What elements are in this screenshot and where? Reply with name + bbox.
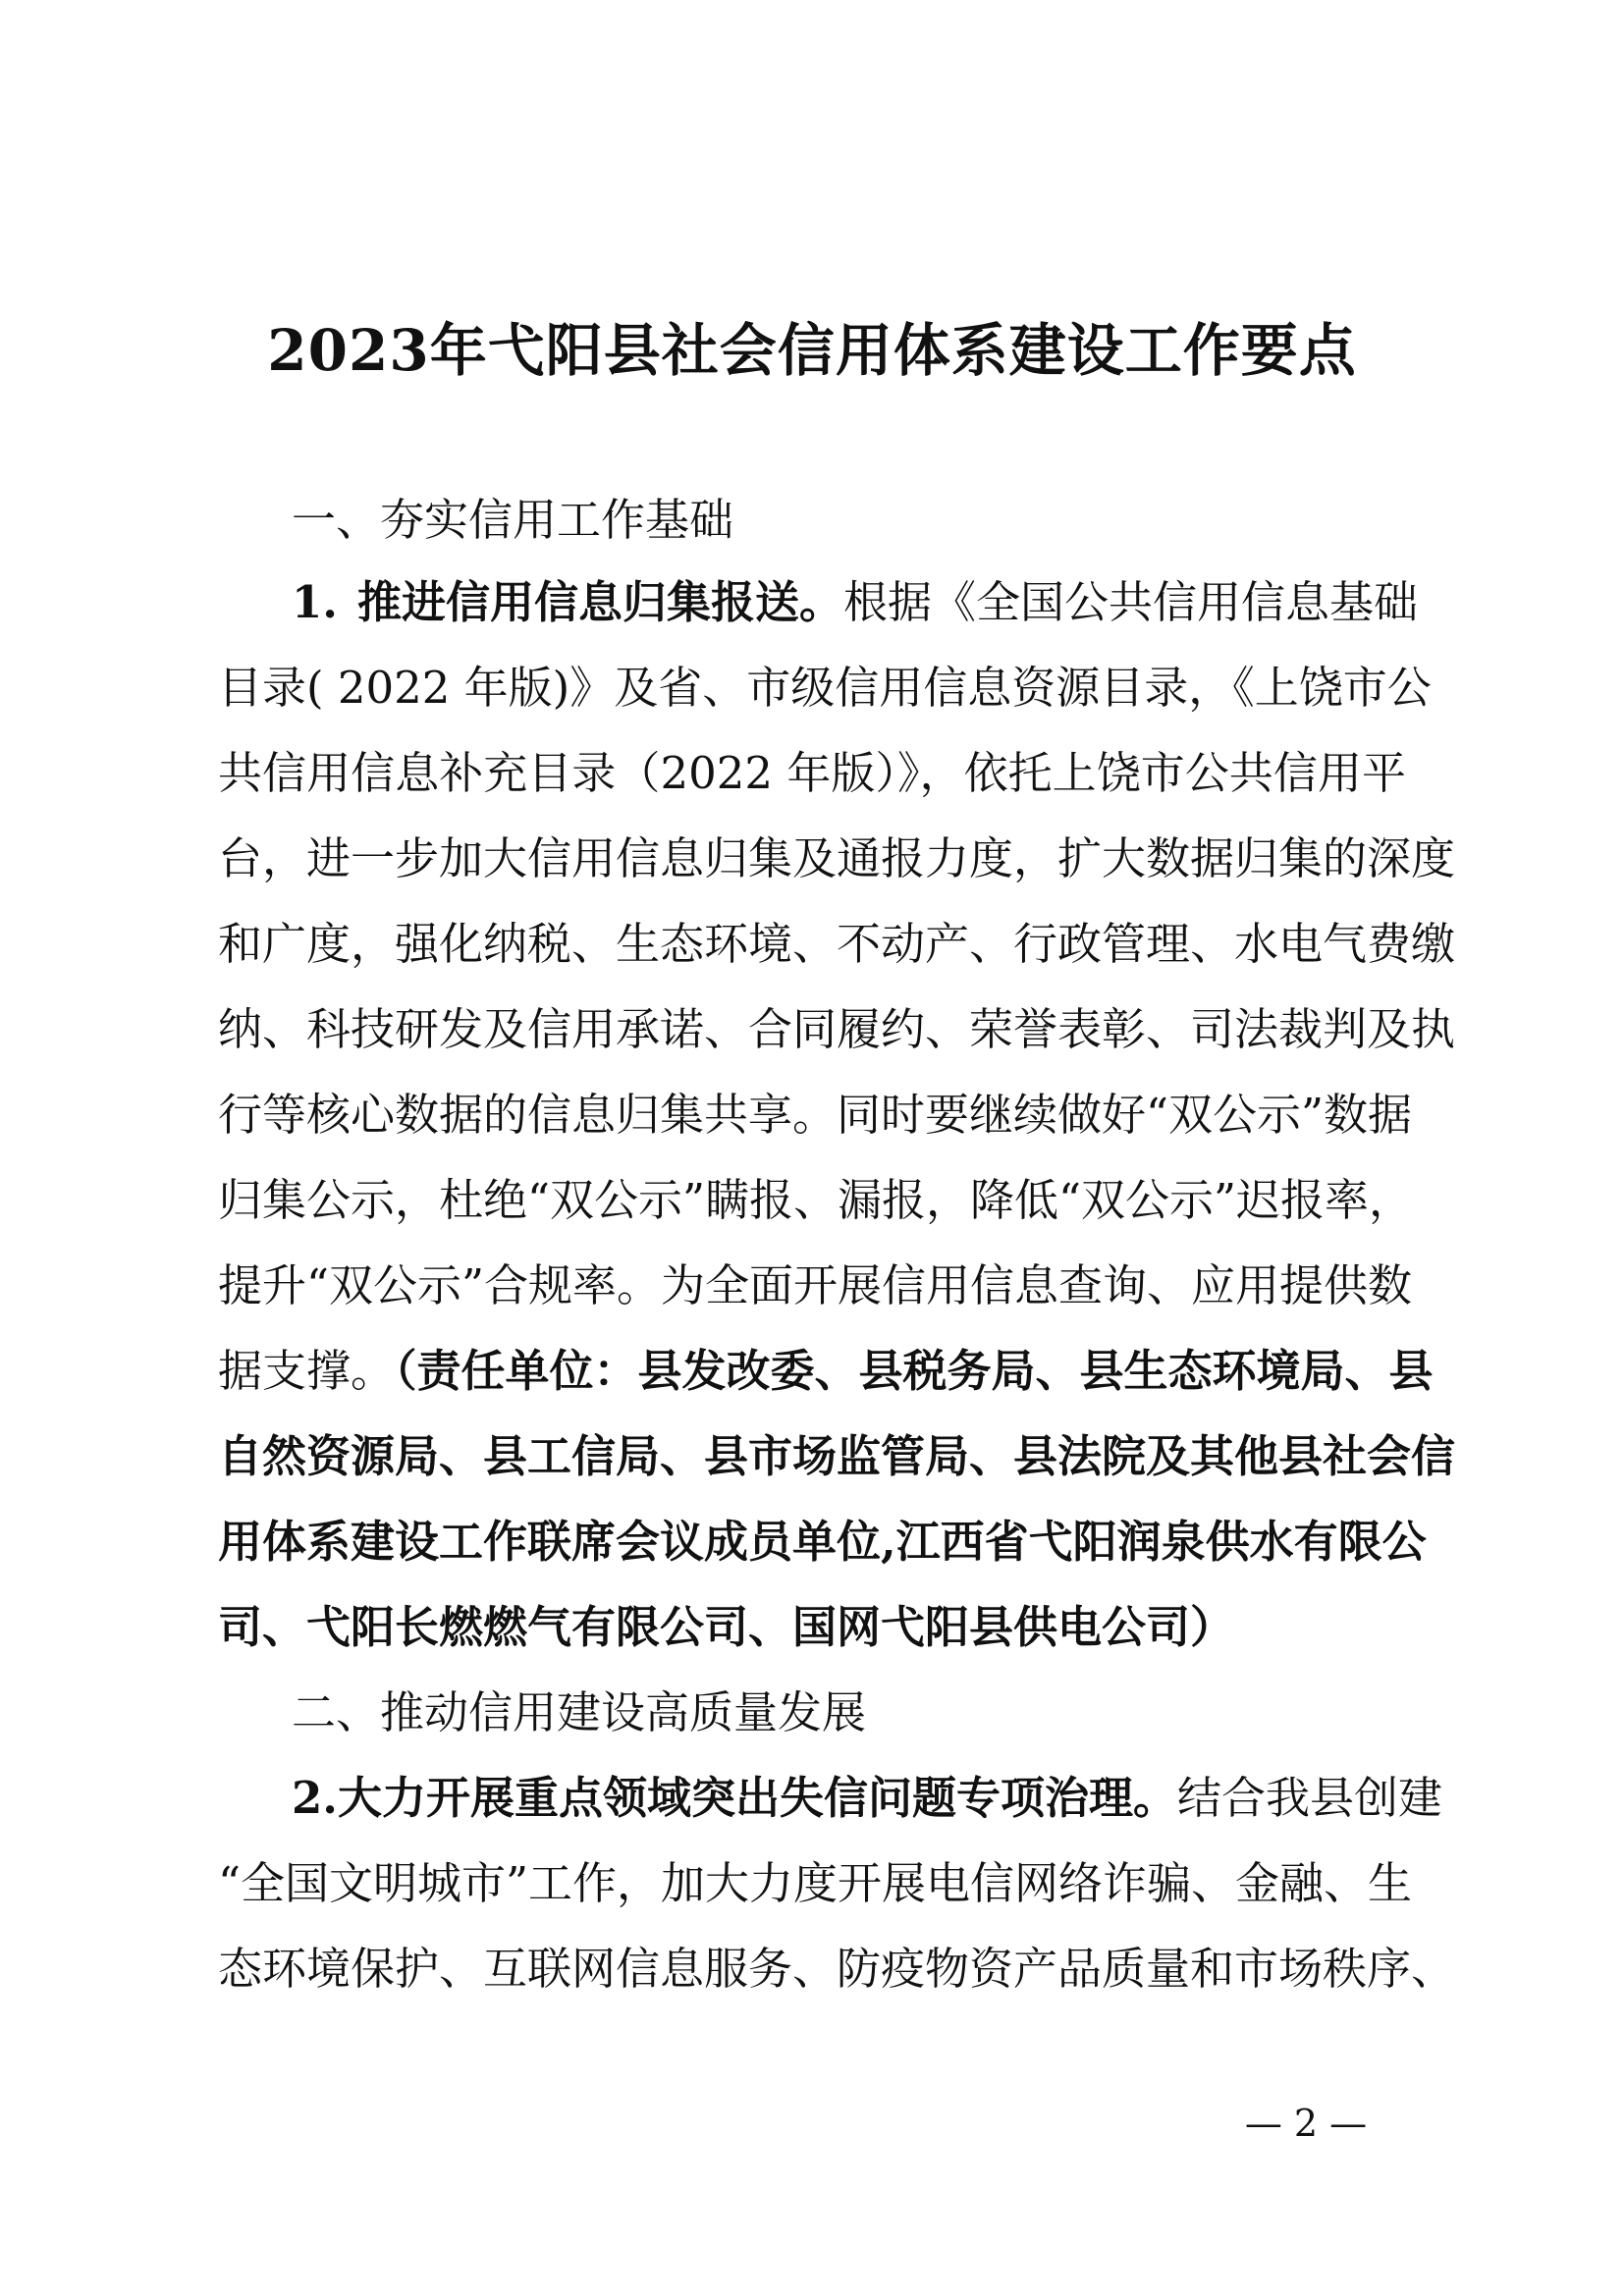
item-2-text-line-0: 结合我县创建 [1177,1772,1443,1824]
item-1-responsibility-line: 司、弋阳长燃燃气有限公司、国网弋阳县供电公司） [218,1601,1235,1653]
item-1-text-line: 共信用信息补充目录（2022 年版）》，依托上饶市公共信用平 [218,747,1406,799]
item-1-responsibility-line: （责任单位：县发改委、县税务局、县生态环境局、县 [395,1345,1434,1397]
item-1-text-line: 目录( 2022 年版)》及省、市级信用信息资源目录，《上饶市公 [218,662,1432,714]
item-1-mixed-line [218,1328,1434,1414]
item-1-text-line: 提升“双公示”合规率。为全面开展信用信息查询、应用提供数 [218,1259,1413,1311]
item-1-text-line: 纳、科技研发及信用承诺、合同履约、荣誉表彰、司法裁判及执 [218,1003,1456,1055]
item-1-responsibility-line: 用体系建设工作联席会议成员单位,江西省弋阳润泉供水有限公 [218,1516,1427,1568]
item-1-text-line-0: 根据《全国公共信用信息基础 [843,576,1419,628]
section-heading-1: 一、夯实信用工作基础 [292,494,734,546]
item-1-text-line: 归集公示，杜绝“双公示”瞒报、漏报，降低“双公示”迟报率， [218,1174,1414,1226]
item-2-first-line [218,1755,1443,1841]
item-1-number: 1. [292,576,338,628]
section-heading-2: 二、推动信用建设高质量发展 [292,1686,867,1738]
item-1-responsibility-line: 自然资源局、县工信局、县市场监管局、县法院及其他县社会信 [218,1430,1456,1482]
item-1-text-line: 台，进一步加大信用信息归集及通报力度，扩大数据归集的深度 [218,832,1456,884]
item-2-number: 2. [292,1772,338,1824]
item-1-text-line: 和广度，强化纳税、生态环境、不动产、行政管理、水电气费缴 [218,918,1456,970]
page-number: — 2 — [1244,2102,1368,2145]
item-1-first-line [218,560,1419,645]
item-2-text-line: “全国文明城市”工作，加大力度开展电信网络诈骗、金融、生 [218,1857,1413,1909]
item-2-text-line: 态环境保护、互联网信息服务、防疫物资产品质量和市场秩序、 [218,1943,1456,1995]
item-2-bold-title: 大力开展重点领域突出失信问题专项治理。 [337,1772,1177,1824]
item-1-text-line-last: 据支撑。 [218,1345,396,1397]
item-1-bold-title: 推进信用信息归集报送。 [356,576,843,628]
document-title: 2023年弋阳县社会信用体系建设工作要点 [267,317,1357,384]
item-1-text-line: 行等核心数据的信息归集共享。同时要继续做好“双公示”数据 [218,1089,1413,1141]
